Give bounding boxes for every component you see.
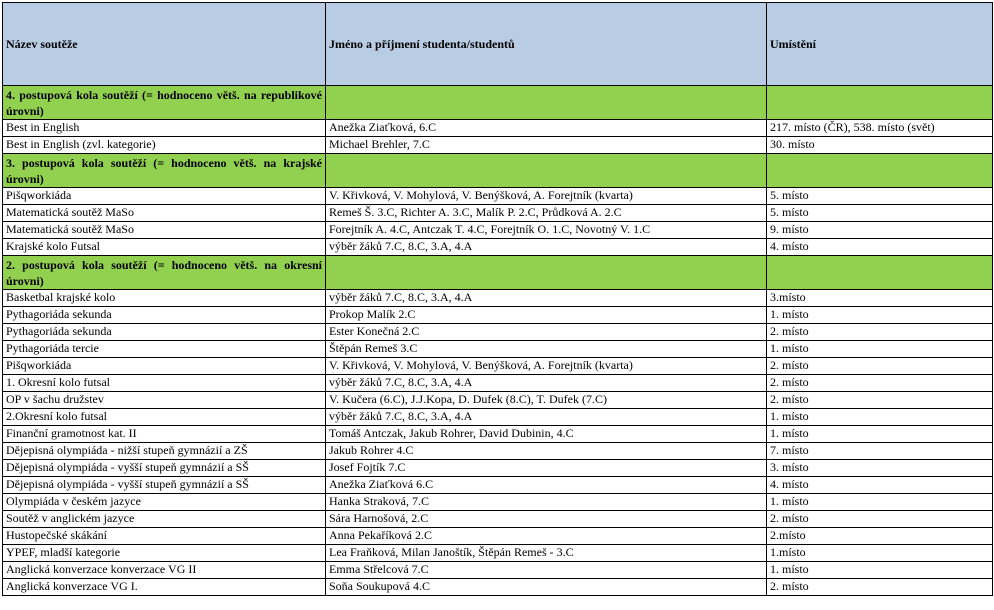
cell-competition-name: Krajské kolo Futsal — [3, 239, 326, 256]
section-header-row — [3, 154, 993, 188]
section-empty-cell — [326, 86, 767, 120]
cell-competition-name: Pythagoriáda tercie — [3, 341, 326, 358]
table-row — [3, 477, 993, 494]
cell-student-names: Prokop Malík 2.C — [326, 307, 767, 324]
header-student-names: Jméno a příjmení studenta/studentů — [326, 3, 767, 86]
cell-placement: 217. místo (ČR), 538. místo (svět) — [767, 120, 993, 137]
cell-placement: 4. místo — [767, 477, 993, 494]
cell-placement: 5. místo — [767, 205, 993, 222]
table-row — [3, 409, 993, 426]
cell-placement: 2. místo — [767, 511, 993, 528]
cell-placement: 1. místo — [767, 562, 993, 579]
cell-student-names: V. Křivková, V. Mohylová, V. Benýšková, A. Forejtník (kvarta) — [326, 358, 767, 375]
cell-student-names: Lea Fraňková, Milan Janoštík, Štěpán Remeš - 3.C — [326, 545, 767, 562]
table-row — [3, 324, 993, 341]
table-row — [3, 222, 993, 239]
section-empty-cell — [767, 86, 993, 120]
table-row — [3, 392, 993, 409]
cell-competition-name: Dějepisná olympiáda - vyšší stupeň gymnázií a SŠ — [3, 477, 326, 494]
competition-results-table — [2, 2, 993, 596]
cell-competition-name: Finanční gramotnost kat. II — [3, 426, 326, 443]
cell-competition-name: Hustopečské skákání — [3, 528, 326, 545]
cell-placement: 3. místo — [767, 460, 993, 477]
cell-placement: 5. místo — [767, 188, 993, 205]
table-row — [3, 120, 993, 137]
cell-placement: 1. místo — [767, 307, 993, 324]
cell-student-names: Anna Pekaříková 2.C — [326, 528, 767, 545]
cell-placement: 2. místo — [767, 392, 993, 409]
table-header-row — [3, 3, 993, 86]
cell-competition-name: OP v šachu družstev — [3, 392, 326, 409]
cell-student-names: Tomáš Antczak, Jakub Rohrer, David Dubinin, 4.C — [326, 426, 767, 443]
cell-student-names: Jakub Rohrer 4.C — [326, 443, 767, 460]
table-row — [3, 137, 993, 154]
cell-placement: 2. místo — [767, 358, 993, 375]
table-row — [3, 528, 993, 545]
section-empty-cell — [767, 154, 993, 188]
cell-competition-name: Best in English (zvl. kategorie) — [3, 137, 326, 154]
cell-placement: 7. místo — [767, 443, 993, 460]
header-placement: Umístění — [767, 3, 993, 86]
table-row — [3, 562, 993, 579]
section-empty-cell — [326, 154, 767, 188]
cell-placement: 1.místo — [767, 545, 993, 562]
section-empty-cell — [767, 256, 993, 290]
table-row — [3, 375, 993, 392]
cell-student-names: Sára Harnošová, 2.C — [326, 511, 767, 528]
cell-competition-name: Matematická soutěž MaSo — [3, 205, 326, 222]
cell-competition-name: Best in English — [3, 120, 326, 137]
cell-student-names: Anežka Ziaťková, 6.C — [326, 120, 767, 137]
cell-student-names: V. Kučera (6.C), J.J.Kopa, D. Dufek (8.C), T. Dufek (7.C) — [326, 392, 767, 409]
cell-placement: 3.místo — [767, 290, 993, 307]
section-header-row — [3, 256, 993, 290]
cell-student-names: výběr žáků 7.C, 8.C, 3.A, 4.A — [326, 290, 767, 307]
cell-competition-name: Dějepisná olympiáda - nižší stupeň gymnázií a ZŠ — [3, 443, 326, 460]
cell-student-names: Štěpán Remeš 3.C — [326, 341, 767, 358]
table-row — [3, 307, 993, 324]
cell-competition-name: YPEF, mladší kategorie — [3, 545, 326, 562]
section-title: 4. postupová kola soutěží (= hodnoceno větš. na republikové úrovni) — [3, 86, 326, 120]
table-row — [3, 205, 993, 222]
cell-competition-name: Pythagoriáda sekunda — [3, 307, 326, 324]
cell-placement: 1. místo — [767, 494, 993, 511]
table-row — [3, 443, 993, 460]
cell-student-names: Emma Střelcová 7.C — [326, 562, 767, 579]
cell-student-names: Soňa Soukupová 4.C — [326, 579, 767, 596]
cell-placement: 2.místo — [767, 528, 993, 545]
table-row — [3, 341, 993, 358]
cell-competition-name: Dějepisná olympiáda - vyšší stupeň gymnázií a SŠ — [3, 460, 326, 477]
section-title: 3. postupová kola soutěží (= hodnoceno větš. na krajské úrovni) — [3, 154, 326, 188]
table-row — [3, 579, 993, 596]
cell-competition-name: Pythagoriáda sekunda — [3, 324, 326, 341]
table-row — [3, 545, 993, 562]
cell-student-names: Michael Brehler, 7.C — [326, 137, 767, 154]
cell-competition-name: Anglická konverzace VG I. — [3, 579, 326, 596]
cell-placement: 9. místo — [767, 222, 993, 239]
cell-competition-name: Pišqworkiáda — [3, 358, 326, 375]
cell-placement: 1. místo — [767, 341, 993, 358]
table-row — [3, 290, 993, 307]
cell-competition-name: Matematická soutěž MaSo — [3, 222, 326, 239]
section-empty-cell — [326, 256, 767, 290]
cell-student-names: Josef Fojtík 7.C — [326, 460, 767, 477]
cell-student-names: Remeš Š. 3.C, Richter A. 3.C, Malík P. 2.C, Průdková A. 2.C — [326, 205, 767, 222]
cell-placement: 2. místo — [767, 579, 993, 596]
table-body — [3, 3, 993, 596]
table-row — [3, 358, 993, 375]
cell-placement: 1. místo — [767, 426, 993, 443]
table-row — [3, 188, 993, 205]
section-header-row — [3, 86, 993, 120]
cell-competition-name: Basketbal krajské kolo — [3, 290, 326, 307]
cell-student-names: Hanka Straková, 7.C — [326, 494, 767, 511]
cell-placement: 4. místo — [767, 239, 993, 256]
section-title: 2. postupová kola soutěží (= hodnoceno větš. na okresní úrovni) — [3, 256, 326, 290]
cell-student-names: V. Křivková, V. Mohylová, V. Benýšková, A. Forejtník (kvarta) — [326, 188, 767, 205]
cell-student-names: Ester Konečná 2.C — [326, 324, 767, 341]
cell-student-names: Anežka Ziaťková 6.C — [326, 477, 767, 494]
cell-placement: 30. místo — [767, 137, 993, 154]
cell-student-names: výběr žáků 7.C, 8.C, 3.A, 4.A — [326, 239, 767, 256]
cell-competition-name: 2.Okresní kolo futsal — [3, 409, 326, 426]
cell-competition-name: Pišqworkiáda — [3, 188, 326, 205]
cell-placement: 2. místo — [767, 375, 993, 392]
table-row — [3, 239, 993, 256]
table-row — [3, 460, 993, 477]
cell-competition-name: Olympiáda v českém jazyce — [3, 494, 326, 511]
cell-competition-name: 1. Okresní kolo futsal — [3, 375, 326, 392]
table-row — [3, 494, 993, 511]
table-row — [3, 426, 993, 443]
cell-student-names: výběr žáků 7.C, 8.C, 3.A, 4.A — [326, 375, 767, 392]
cell-competition-name: Anglická konverzace konverzace VG II — [3, 562, 326, 579]
cell-student-names: Forejtník A. 4.C, Antczak T. 4.C, Forejtník O. 1.C, Novotný V. 1.C — [326, 222, 767, 239]
cell-student-names: výběr žáků 7.C, 8.C, 3.A, 4.A — [326, 409, 767, 426]
table-row — [3, 511, 993, 528]
cell-placement: 1. místo — [767, 409, 993, 426]
cell-competition-name: Soutěž v anglickém jazyce — [3, 511, 326, 528]
cell-placement: 2. místo — [767, 324, 993, 341]
header-competition-name: Název soutěže — [3, 3, 326, 86]
